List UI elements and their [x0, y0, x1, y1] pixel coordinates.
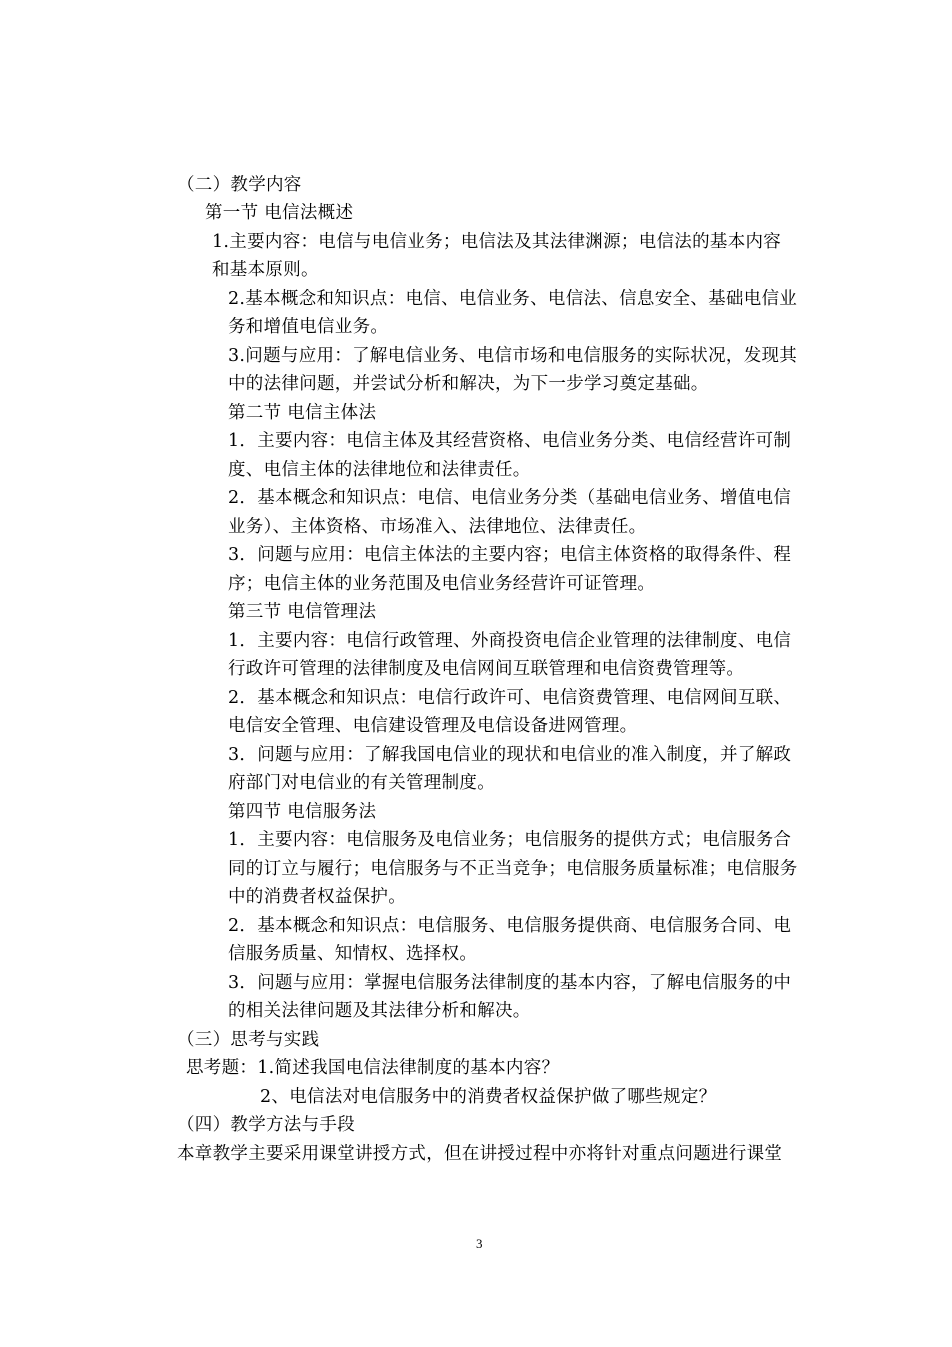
paragraph-line: 1.主要内容：电信与电信业务；电信法及其法律渊源；电信法的基本内容	[212, 232, 782, 252]
paragraph-line: 序；电信主体的业务范围及电信业务经营许可证管理。	[228, 574, 656, 594]
paragraph-line: 中的消费者权益保护。	[228, 887, 406, 907]
question-line: 2、电信法对电信服务中的消费者权益保护做了哪些规定？	[260, 1087, 717, 1107]
paragraph-line: 业务）、主体资格、市场准入、法律地位、法律责任。	[228, 517, 647, 537]
section-1-title: 第一节 电信法概述	[205, 203, 354, 223]
section-heading-methods: （四）教学方法与手段	[177, 1115, 355, 1135]
paragraph-line: 务和增值电信业务。	[228, 317, 389, 337]
paragraph-line: 信服务质量、知情权、选择权。	[228, 944, 478, 964]
paragraph-line: 3．问题与应用：了解我国电信业的现状和电信业的准入制度，并了解政	[228, 745, 792, 765]
paragraph-line: 1．主要内容：电信服务及电信业务；电信服务的提供方式；电信服务合	[228, 830, 792, 850]
paragraph-line: 度、电信主体的法律地位和法律责任。	[228, 460, 531, 480]
paragraph-line: 1．主要内容：电信行政管理、外商投资电信企业管理的法律制度、电信	[228, 631, 792, 651]
paragraph-line: 本章教学主要采用课堂讲授方式，但在讲授过程中亦将针对重点问题进行课堂	[177, 1144, 783, 1164]
question-line: 思考题：1.简述我国电信法律制度的基本内容？	[186, 1058, 560, 1078]
paragraph-line: 府部门对电信业的有关管理制度。	[228, 773, 495, 793]
paragraph-line: 2．基本概念和知识点：电信服务、电信服务提供商、电信服务合同、电	[228, 916, 792, 936]
paragraph-line: 2．基本概念和知识点：电信、电信业务分类（基础电信业务、增值电信	[228, 488, 792, 508]
section-heading-thinking-practice: （三）思考与实践	[177, 1030, 320, 1050]
paragraph-line: 的相关法律问题及其法律分析和解决。	[228, 1001, 531, 1021]
paragraph-line: 行政许可管理的法律制度及电信网间互联管理和电信资费管理等。	[228, 659, 745, 679]
paragraph-line: 1．主要内容：电信主体及其经营资格、电信业务分类、电信经营许可制	[228, 431, 792, 451]
section-heading-teaching-content: （二）教学内容	[177, 175, 302, 195]
paragraph-line: 和基本原则。	[212, 260, 319, 280]
paragraph-line: 中的法律问题，并尝试分析和解决，为下一步学习奠定基础。	[228, 374, 709, 394]
paragraph-line: 2．基本概念和知识点：电信行政许可、电信资费管理、电信网间互联、	[228, 688, 792, 708]
paragraph-line: 同的订立与履行；电信服务与不正当竞争；电信服务质量标准；电信服务	[228, 859, 798, 879]
section-2-title: 第二节 电信主体法	[228, 403, 377, 423]
paragraph-line: 3.问题与应用：了解电信业务、电信市场和电信服务的实际状况，发现其	[228, 346, 798, 366]
section-3-title: 第三节 电信管理法	[228, 602, 377, 622]
paragraph-line: 电信安全管理、电信建设管理及电信设备进网管理。	[228, 716, 638, 736]
paragraph-line: 3．问题与应用：掌握电信服务法律制度的基本内容，了解电信服务的中	[228, 973, 792, 993]
section-4-title: 第四节 电信服务法	[228, 802, 377, 822]
paragraph-line: 3．问题与应用：电信主体法的主要内容；电信主体资格的取得条件、程	[228, 545, 792, 565]
page-number: 3	[476, 1236, 483, 1251]
paragraph-line: 2.基本概念和知识点：电信、电信业务、电信法、信息安全、基础电信业	[228, 289, 798, 309]
